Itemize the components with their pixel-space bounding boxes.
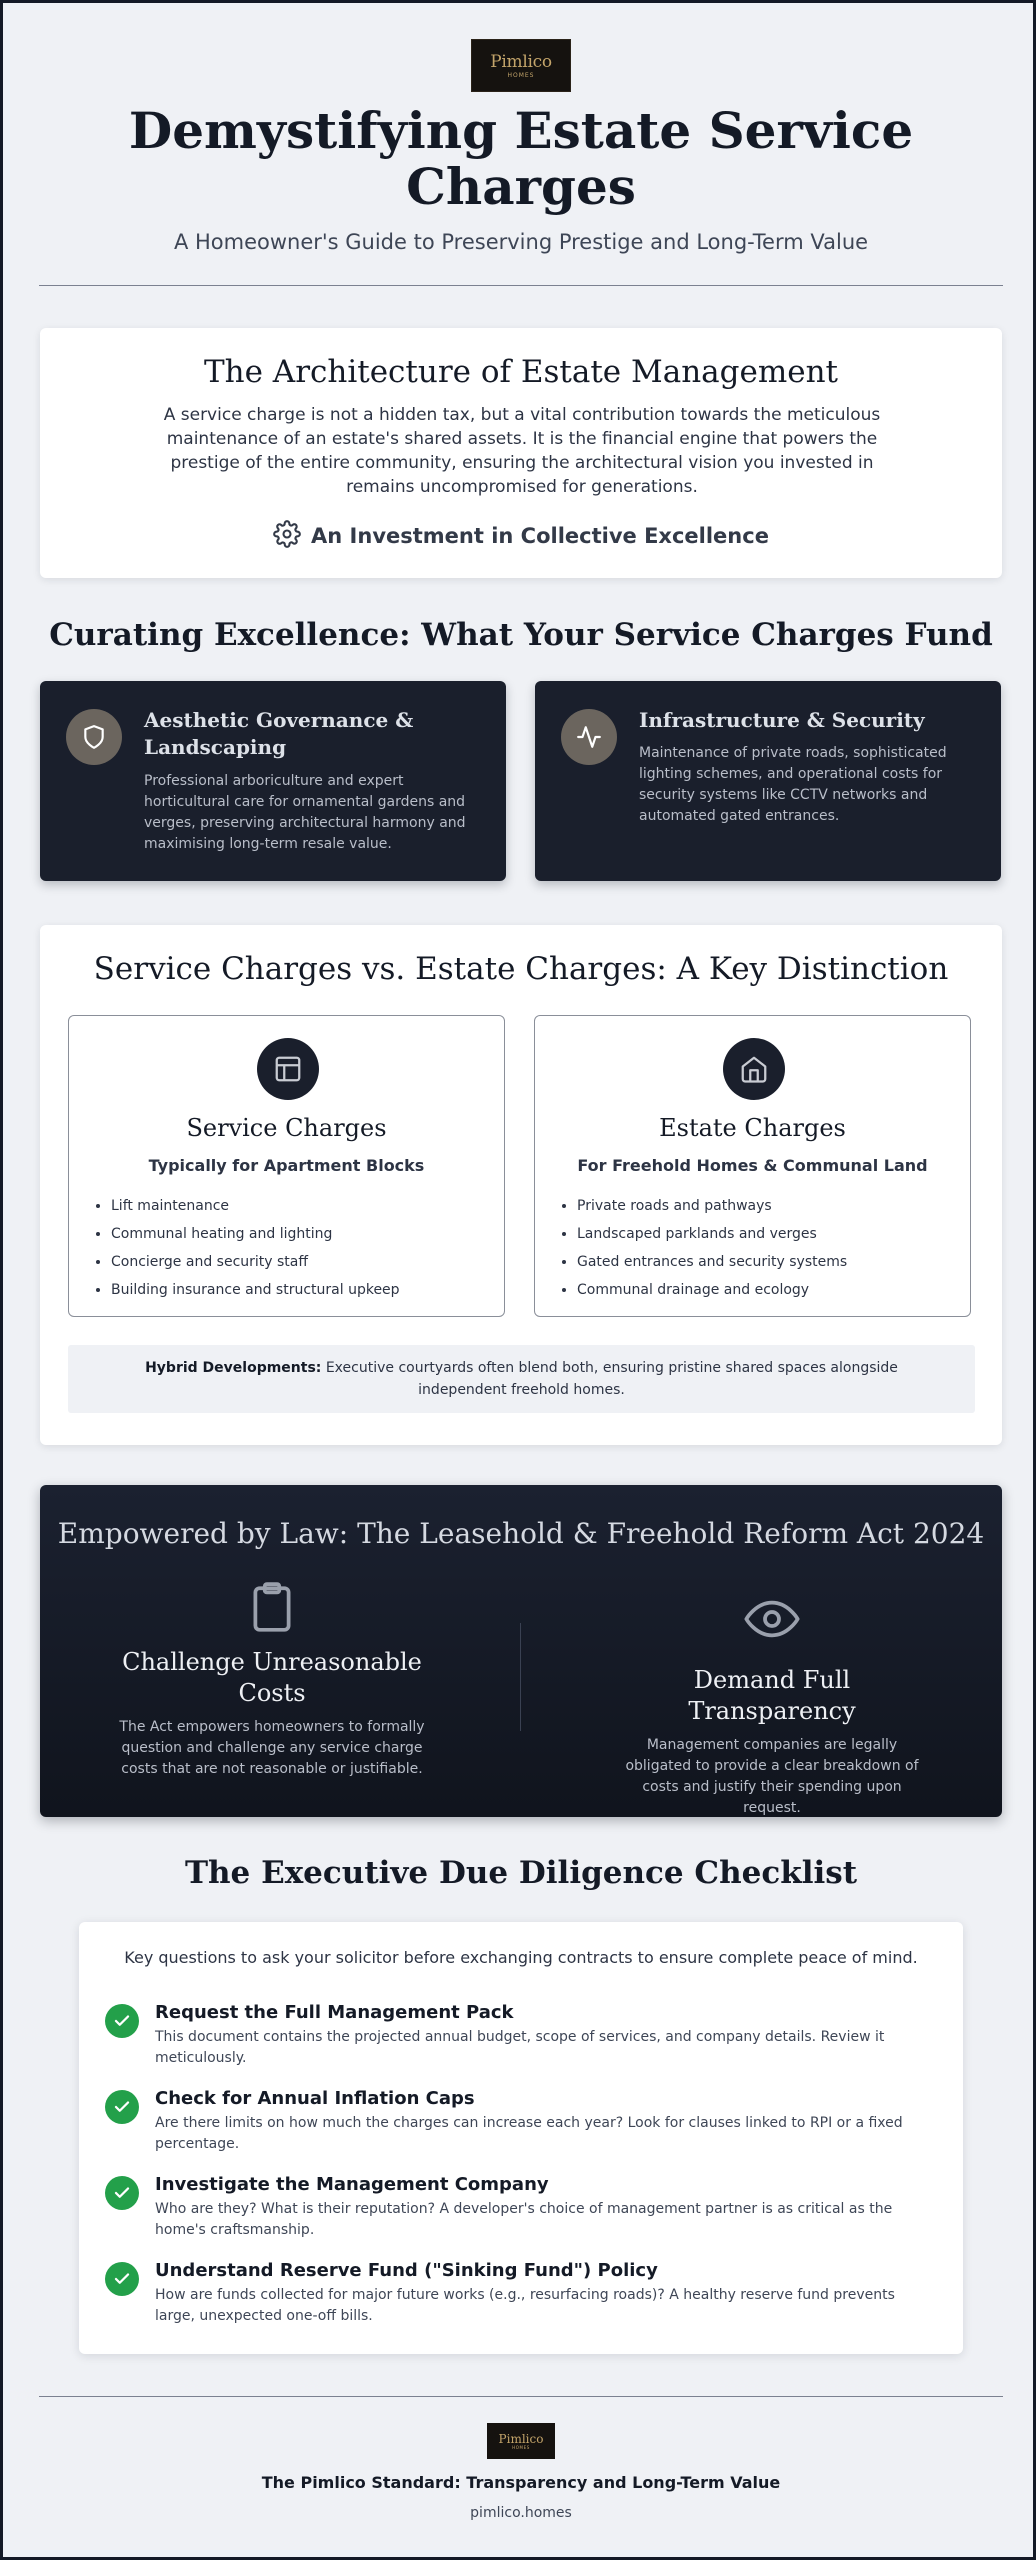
box-list	[111, 1192, 400, 1304]
check-icon	[105, 2090, 139, 2124]
check-icon	[105, 2262, 139, 2296]
footer-logo	[487, 2423, 555, 2459]
checklist-item-title: Check for Annual Inflation Caps	[155, 2088, 475, 2109]
home-icon	[723, 1038, 785, 1100]
list-item: • Building insurance and structural upkeep	[111, 1276, 400, 1304]
list-item: • Communal drainage and ecology	[577, 1276, 847, 1304]
checklist-item-text: Are there limits on how much the charges can increase each year? Look for clauses linked to RPI or a fixed percentage.	[155, 2115, 903, 2152]
box-list	[577, 1192, 847, 1304]
hybrid-note	[68, 1345, 975, 1413]
checklist-item-text: This document contains the projected annual budget, scope of services, and company details. Review it meticulously.	[155, 2029, 885, 2066]
fund-text: Maintenance of private roads, sophisticated lighting schemes, and operational costs for security systems like CCTV networks and automated gated entrances.	[639, 745, 947, 824]
eye-icon	[612, 1597, 932, 1641]
activity-icon	[561, 709, 617, 765]
checklist-item-text: Who are they? What is their reputation? A developer's choice of management partner is as critical as the home's craftsmanship.	[155, 2201, 893, 2238]
list-item: • Gated entrances and security systems	[577, 1248, 847, 1276]
list-item: • Private roads and pathways	[577, 1192, 847, 1220]
law-card-text: Management companies are legally obligated to provide a clear breakdown of costs and justify their spending upon request.	[625, 1737, 919, 1816]
box-title: Service Charges	[186, 1114, 387, 1142]
fund-card-landscaping	[40, 681, 506, 881]
check-icon	[105, 2004, 139, 2038]
clipboard-icon	[112, 1581, 432, 1635]
checklist-intro: Key questions to ask your solicitor before exchanging contracts to ensure complete peace of mind.	[124, 1948, 918, 1967]
fund-card-infrastructure	[535, 681, 1001, 881]
page-subtitle: A Homeowner's Guide to Preserving Prestige and Long-Term Value	[173, 230, 869, 254]
box-title: Estate Charges	[659, 1114, 846, 1142]
page-title: Demystifying Estate Service Charges	[128, 101, 914, 216]
checklist-item-title: Investigate the Management Company	[155, 2174, 549, 2195]
fund-title: Infrastructure & Security	[639, 708, 925, 732]
brand-logo	[471, 39, 571, 92]
list-item: • Landscaped parklands and verges	[577, 1220, 847, 1248]
checklist-item-title: Request the Full Management Pack	[155, 2002, 514, 2023]
law-banner	[40, 1485, 1002, 1817]
law-card-title: Challenge Unreasonable Costs	[122, 1648, 422, 1707]
checklist-item-text: How are funds collected for major future works (e.g., resurfacing roads)? A healthy reserve fund prevents large, unexpected one-off bills.	[155, 2287, 895, 2324]
checklist-item-title: Understand Reserve Fund ("Sinking Fund") Policy	[155, 2260, 658, 2281]
box-subtitle: For Freehold Homes & Communal Land	[577, 1156, 928, 1175]
callout-text: An Investment in Collective Excellence	[311, 524, 769, 548]
box-subtitle: Typically for Apartment Blocks	[148, 1156, 425, 1175]
comparison-card	[40, 925, 1002, 1445]
list-item: • Concierge and security staff	[111, 1248, 400, 1276]
checklist-card	[79, 1922, 963, 2354]
divider	[39, 285, 1003, 286]
logo-sub: HOMES	[512, 2444, 530, 2450]
footer-divider	[39, 2396, 1003, 2397]
funds-heading: Curating Excellence: What Your Service Charges Fund	[49, 617, 993, 653]
estate-charges-box	[534, 1015, 971, 1317]
footer-url[interactable]: pimlico.homes	[470, 2505, 572, 2521]
comparison-title: Service Charges vs. Estate Charges: A Key Distinction	[93, 951, 949, 987]
gear-icon	[273, 520, 301, 552]
law-title: Empowered by Law: The Leasehold & Freehold Reform Act 2024	[57, 1517, 985, 1550]
service-charges-box	[68, 1015, 505, 1317]
checklist-heading: The Executive Due Diligence Checklist	[184, 1855, 858, 1891]
law-card-text: The Act empowers homeowners to formally question and challenge any service charge costs that are not reasonable or justifiable.	[119, 1719, 425, 1777]
fund-text: Professional arboriculture and expert horticultural care for ornamental gardens and verges, preserving architectural harmony and maximising long-term resale value.	[144, 773, 466, 852]
architecture-callout	[40, 520, 1002, 552]
law-divider	[520, 1623, 521, 1731]
fund-title: Aesthetic Governance & Landscaping	[144, 708, 414, 759]
check-icon	[105, 2176, 139, 2210]
law-challenge	[112, 1581, 432, 1780]
layout-icon	[257, 1038, 319, 1100]
list-item: • Lift maintenance	[111, 1192, 400, 1220]
hybrid-label: Hybrid Developments:	[145, 1360, 322, 1376]
logo-name: Pimlico	[490, 51, 552, 72]
hybrid-text: Executive courtyards often blend both, ensuring pristine shared spaces alongside independent freehold homes.	[321, 1360, 898, 1398]
architecture-body: A service charge is not a hidden tax, but a vital contribution towards the meticulous maintenance of an estate's shared assets. It is the financial engine that powers the prestige of the entire community, ensuring the architectural vision you invested in remains uncompromised for generations.	[163, 405, 881, 497]
list-item: • Communal heating and lighting	[111, 1220, 400, 1248]
logo-name: Pimlico	[498, 2431, 544, 2446]
footer-tagline: The Pimlico Standard: Transparency and Long-Term Value	[261, 2473, 781, 2492]
architecture-title: The Architecture of Estate Management	[203, 354, 839, 390]
architecture-card	[40, 328, 1002, 578]
law-transparency	[612, 1597, 932, 1819]
logo-sub: HOMES	[507, 71, 535, 79]
law-card-title: Demand Full Transparency	[688, 1666, 856, 1725]
shield-icon	[66, 709, 122, 765]
